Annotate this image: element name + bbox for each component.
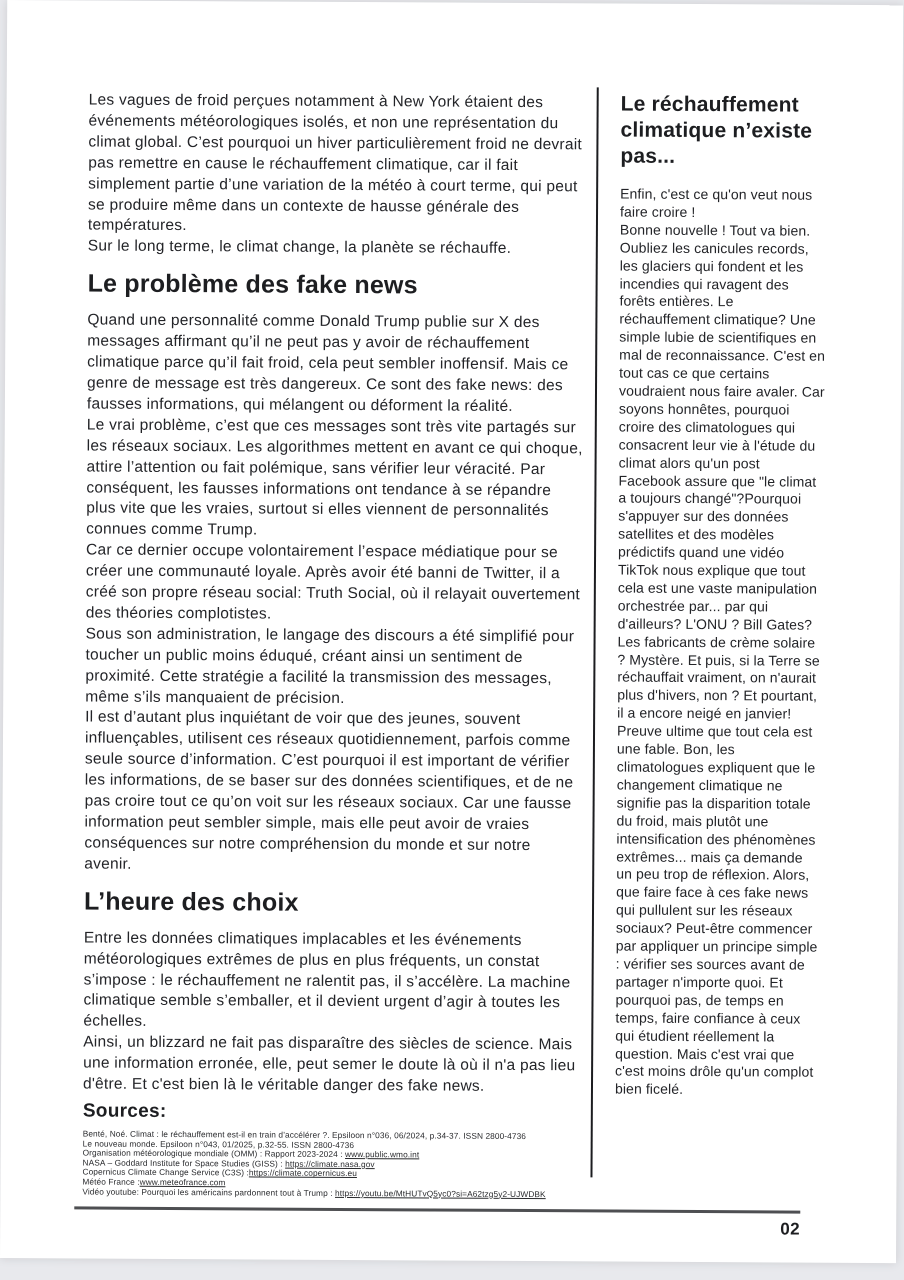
source-text: Copernicus Climate Change Service (C3S) : xyxy=(82,1166,249,1178)
source-link[interactable]: www.meteofrance.com xyxy=(139,1176,226,1188)
page-number: 02 xyxy=(780,1219,801,1239)
column-divider xyxy=(590,87,598,1177)
source-text: Météo France : xyxy=(82,1176,140,1187)
source-link[interactable]: https://climate.copernicus.eu xyxy=(248,1167,357,1179)
paragraph: Enfin, c'est ce qu'on veut nous faire croire ! xyxy=(619,185,813,220)
paragraph: Le vrai problème, c’est que ces messages sont très vite partagés sur les réseaux sociaux. Les algorithmes mettent en avant ce qui choque, attire l’attention ou fait polémique, sans vérifier leur véracité. Par conséquent, les fausses informations ont tendance à se répandre plus vite que les vraies, surtout si elles viennent de personnalités connues comme Trump. xyxy=(86,416,583,539)
paragraph: Ainsi, un blizzard ne fait pas disparaître des siècles de science. Mais une information erronée, elle, peut semer le doute là où il n'a pas lieu d'être. Et c'est bien là le véritable danger des fake news. xyxy=(82,1033,576,1095)
source-text: Benté, Noé. Climat : le réchauffement est-il en train d’accélérer ?. Epsiloon n°036, 06/2024, p.34-37. ISSN 2800-4736 xyxy=(82,1128,527,1141)
source-link[interactable]: https://climate.nasa.gov xyxy=(285,1158,375,1169)
source-link[interactable]: www.public.wmo.int xyxy=(345,1149,420,1160)
source-text: NASA – Goddard Institute for Space Studies (GISS) : xyxy=(82,1157,286,1169)
paragraph: Quand une personnalité comme Donald Trump publie sur X des messages affirmant qu’il ne peut pas y avoir de réchauffement climatique parce qu’il fait froid, cela peut sembler inoffensif. Mais ce genre de message est très dangereux. Ce sont des fake news: des fausses informations, qui mélangent ou déforment la réalité. xyxy=(86,311,569,415)
source-link[interactable]: https://youtu.be/MtHUTvQ5yc0?si=A62tzg5y2-UJWDBK xyxy=(334,1187,546,1199)
section-fake-news-paragraphs xyxy=(84,311,585,878)
paragraph: Entre les données climatiques implacables et les événements météorologiques extrêmes de plus en plus fréquents, un constat s’impose : le réchauffement ne ralentit pas, il s’accélère. La machine climatique semble s’emballer, et il devient urgent d’agir à toutes les échelles. xyxy=(83,929,571,1031)
footer-rule xyxy=(74,1206,800,1213)
source-text: Le nouveau monde. Epsiloon n°043, 01/2025, p.32-55. ISSN 2800-4736 xyxy=(82,1138,355,1150)
source-text: Organisation météorologique mondiale (OMM) : Rapport 2023-2024 : xyxy=(82,1147,346,1160)
sidebar-paragraphs xyxy=(615,186,826,1100)
paragraph: Sous son administration, le langage des discours a été simplifié pour toucher un public moins éduqué, créant ainsi un sentiment de proximité. Cette stratégie a facilité la transmission des messages, même s’ils manquaient de précision. xyxy=(85,625,575,707)
section-heading-heure-des-choix: L’heure des choix xyxy=(83,887,299,917)
intro-paragraphs xyxy=(88,90,587,260)
source-text: Vidéo youtube: Pourquoi les américains pardonnent tout à Trump : xyxy=(82,1186,336,1198)
paragraph: Bonne nouvelle ! Tout va bien. Oubliez les canicules records, les glaciers qui fondent et les incendies qui ravagent des forêts entières. Le réchauffement climatique? Une simple lubie de scientifiques en mal de reconnaissance. C'est en tout cas ce que certains voudraient nous faire avaler. Car soyons honnêtes, pourquoi croire des climatologues qui consacrent leur vie à l'étude du climat alors qu'un post Facebook assure que "le climat a toujours changé"?Pourquoi s'appuyer sur des données satellites et des modèles prédictifs quand une vidéo TikTok nous explique que tout cela est une vaste manipulation orchestrée par... par qui d'ailleurs? L'ONU ? Bill Gates? Les fabricants de crème solaire ? Mystère. Et puis, si la Terre se réchauffait vraiment, on n'aurait plus d'hivers, non ? Et pourtant, il a encore neigé en janvier! Preuve ultime que tout cela est une fable. Bon, les climatologues expliquent que le changement climatique ne signifie pas la disparition totale du froid, mais plutôt une intensification des phénomènes extrêmes... mais ça demande un peu trop de réflexion. Alors, que faire face à ces fake news qui pullulent sur les réseaux sociaux? Peut-être commencer par appliquer un principe simple : vérifier ses sources avant de partager n'importe quoi. Et pourquoi pas, de temps en temps, faire confiance à ceux qui étudient réellement la question. Mais c'est vrai que c'est moins drôle qu'un complot bien ficelé. xyxy=(614,221,826,1098)
sources-list xyxy=(82,1129,580,1199)
paragraph: Car ce dernier occupe volontairement l’espace médiatique pour se créer une communauté loyale. Après avoir été banni de Twitter, il a créé son propre réseau social: Truth Social, où il relayait ouvertement des théories complotistes. xyxy=(85,541,581,623)
paragraph: Les vagues de froid perçues notamment à New York étaient des événements météorologiques isolés, et non une représentation du climat global. C’est pourquoi un hiver particulièrement froid ne devrait pas remettre en cause le réchauffement climatique, car il fait simplement partie d’une variation de la météo à court terme, qui peut se produire même dans un contexte de hausse générale des températures. xyxy=(87,91,583,235)
paragraph: Sur le long terme, le climat change, la planète se réchauffe. xyxy=(87,237,512,258)
sidebar-article xyxy=(615,92,827,1100)
section-heure-des-choix-paragraphs xyxy=(83,928,582,1098)
source-item xyxy=(82,1187,580,1199)
paragraph: Il est d’autant plus inquiétant de voir que des jeunes, souvent influençables, utilisent ces réseaux quotidiennement, parfois comme seule source d’information. C’est pourquoi il est important de vérifier les informations, de se baser sur des données scientifiques, et de ne pas croire tout ce qu’on voit sur les réseaux sociaux. Car une fausse information peut sembler simple, mais elle peut avoir de vraies conséquences sur notre compréhension du monde et sur notre avenir. xyxy=(84,708,574,873)
main-article xyxy=(82,90,586,1199)
section-heading-fake-news: Le problème des fake news xyxy=(87,269,418,300)
sidebar-title: Le réchauffement climatique n’existe pas... xyxy=(620,92,813,168)
sources-heading: Sources: xyxy=(82,1100,167,1122)
